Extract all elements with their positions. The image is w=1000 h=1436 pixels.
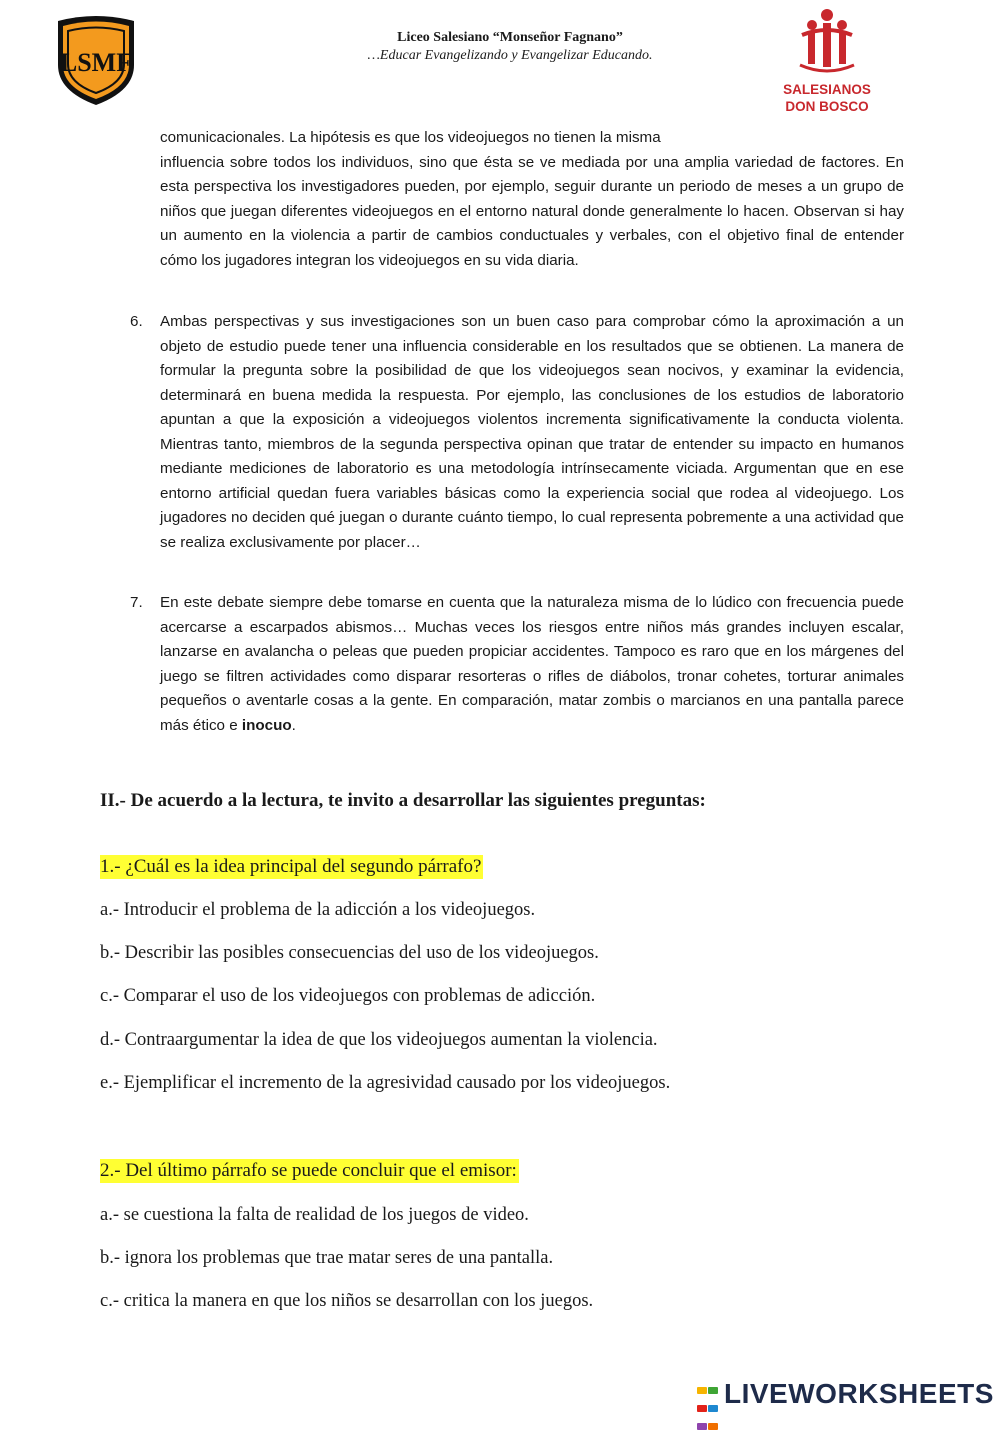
- salesianos-don-bosco-logo: [772, 5, 882, 117]
- school-motto: …Educar Evangelizando y Evangelizar Educando.: [367, 48, 653, 63]
- question-1-option-a[interactable]: a.- Introducir el problema de la adicción a los videojuegos.: [100, 900, 536, 920]
- paragraph-7-bold-word: inocuo: [241, 716, 292, 734]
- brand-text: LIVEWORKSHEETS: [724, 1378, 994, 1409]
- paragraph-7-number: 7.: [130, 594, 143, 611]
- question-2-option-a[interactable]: a.- se cuestiona la falta de realidad de los juegos de video.: [100, 1205, 529, 1225]
- question-1-option-d[interactable]: d.- Contraargumentar la idea de que los videojuegos aumentan la violencia.: [100, 1030, 658, 1050]
- paragraph-7-end: .: [291, 716, 296, 734]
- question-2-prompt: [100, 1160, 519, 1182]
- question-1-prompt: [100, 856, 483, 878]
- don-bosco-label: DON BOSCO: [785, 99, 869, 114]
- paragraph-6-number: 6.: [130, 313, 143, 330]
- brand-squares-icon: [697, 1382, 721, 1436]
- school-crest-logo: [54, 15, 138, 107]
- paragraph-5-body: influencia sobre todos los individuos, sino que ésta se ve mediada por una amplia variedad de factores. En esta perspectiva los investigadores pueden, por ejemplo, seguir durante un periodo de meses a un grupo de niños que juegan diferentes videojuegos en el entorno natural donde generalmente lo hacen. Observan si hay un aumento en la violencia a partir de cambios conductuales y verbales, con el objetivo final de entender cómo los jugadores integran los videojuegos en su vida diaria.: [160, 153, 904, 269]
- question-2-highlight: 2.- Del último párrafo se puede concluir que el emisor:: [100, 1160, 517, 1181]
- salesianos-figures-icon: [772, 5, 882, 77]
- paragraph-7-text: En este debate siempre debe tomarse en cuenta que la naturaleza misma de lo lúdico con frecuencia puede acercarse a escarpados abismos… Muchas veces los riesgos entre niños más grandes incluyen escalar, lanzarse en avalancha o peleas que pueden propiciar accidentes. Tampoco es raro que en los márgenes del juego se filtren actividades como disparar resorteras o rifles de diábolos, tronar cohetes, torturar animales pequeños o aventarle cosas a la gente. En comparación, matar zombis o marcianos en una pantalla parece más ético e: [160, 594, 904, 734]
- section-title: II.- De acuerdo a la lectura, te invito a desarrollar las siguientes preguntas:: [100, 790, 706, 811]
- question-1-highlight: 1.- ¿Cuál es la idea principal del segundo párrafo?: [100, 856, 482, 877]
- paragraph-6: Ambas perspectivas y sus investigaciones son un buen caso para comprobar cómo la aproximación a un objeto de estudio puede tener una influencia considerable en los resultados que se obtienen. La manera de formular la pregunta sobre la posibilidad de que los videojuegos sean nocivos, y examinar la evidencia, determinará en buena medida la respuesta. Por ejemplo, las conclusiones de los estudios de laboratorio apuntan a que la exposición a videojuegos violentos incrementa significativamente la conducta violenta. Mientras tanto, miembros de la segunda perspectiva opinan que tratar de entender su impacto en humanos mediante mediciones de laboratorio es una metodología intrínsecamente viciada. Argumentan que en ese entorno artificial quedan fuera variables básicas como la experiencia social que rodea al videojuego. Los jugadores no deciden qué juegan o durante cuánto tiempo, lo cual representa pobremente a una actividad que se realiza exclusivamente por placer…: [160, 313, 904, 551]
- question-1-option-c[interactable]: c.- Comparar el uso de los videojuegos con problemas de adicción.: [100, 986, 596, 1006]
- question-1-option-b[interactable]: b.- Describir las posibles consecuencias del uso de los videojuegos.: [100, 943, 599, 963]
- paragraph-5: [160, 126, 904, 273]
- question-2-option-c[interactable]: c.- critica la manera en que los niños se desarrollan con los juegos.: [100, 1291, 594, 1311]
- question-1-option-e[interactable]: e.- Ejemplificar el incremento de la agresividad causado por los videojuegos.: [100, 1073, 671, 1093]
- paragraph-5-first-line: comunicacionales. La hipótesis es que los videojuegos no tienen la misma: [160, 129, 661, 146]
- school-name: Liceo Salesiano “Monseñor Fagnano”: [397, 30, 623, 45]
- salesianos-label: SALESIANOS: [783, 82, 871, 97]
- question-2-option-b[interactable]: b.- ignora los problemas que trae matar seres de una pantalla.: [100, 1248, 554, 1268]
- paragraph-7: [160, 591, 904, 738]
- crest-monogram: LSMF: [59, 48, 133, 77]
